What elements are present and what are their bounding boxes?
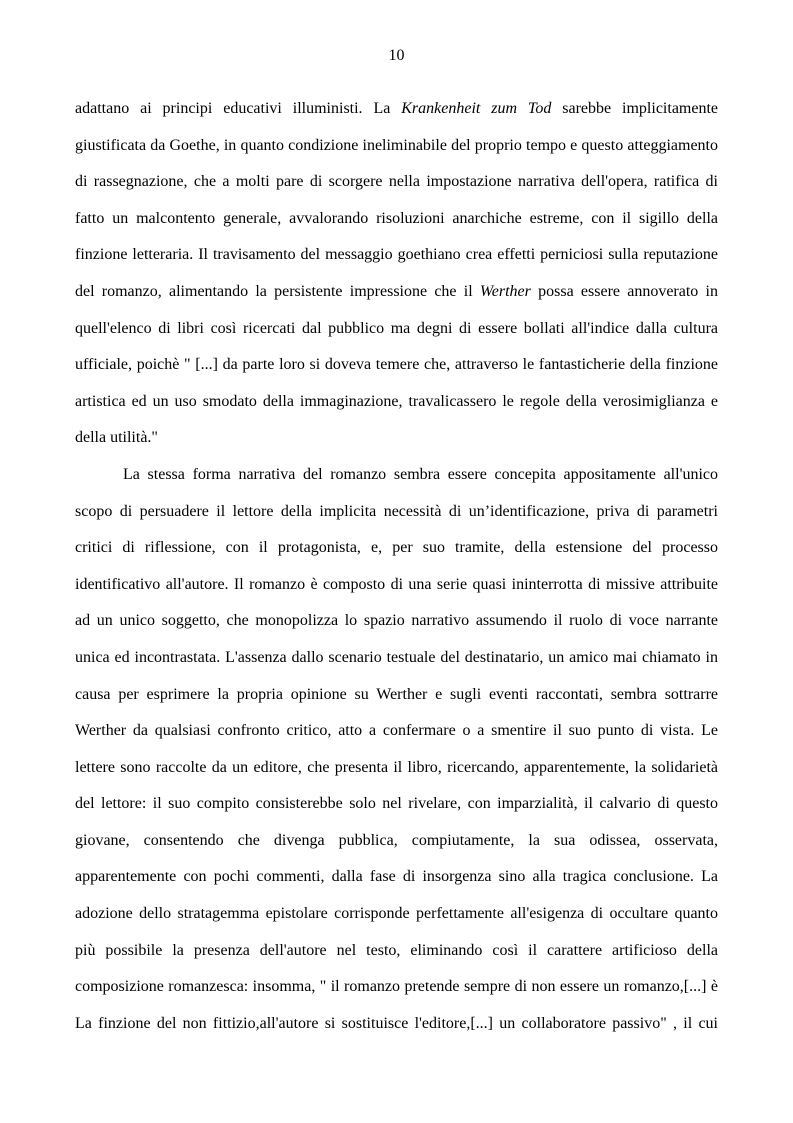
- page-number: 10: [388, 47, 405, 64]
- text-line: lettere sono raccolte da un editore, che presenta il libro, ricercando, apparentemente, la solidarietà: [75, 758, 718, 776]
- text-line: composizione romanzesca: insomma, " il romanzo pretende sempre di non essere un romanzo,[...] è: [75, 978, 718, 996]
- text-line: identificativo all'autore. Il romanzo è composto di una serie quasi ininterrotta di missive attribuite: [75, 575, 718, 593]
- text-line: finzione letteraria. Il travisamento del messaggio goethiano crea effetti perniciosi sulla reputazione: [75, 246, 718, 264]
- text-line: Werther da qualsiasi confronto critico, atto a confermare o a smentire il suo punto di vista. Le: [75, 722, 718, 740]
- text-line: ad un unico soggetto, che monopolizza lo spazio narrativo assumendo il ruolo di voce narrante: [75, 612, 718, 630]
- text-line: del romanzo, alimentando la persistente impressione che il Werther possa essere annoverato in: [75, 282, 718, 300]
- text-line: più possibile la presenza dell'autore nel testo, eliminando così il carattere artificioso della: [75, 941, 718, 959]
- text-line: adattano ai principi educativi illuministi. La Krankenheit zum Tod sarebbe implicitamente: [75, 100, 719, 117]
- text-line: apparentemente con pochi commenti, dalla fase di insorgenza sino alla tragica conclusione. La: [75, 868, 718, 886]
- body-text: [75, 91, 718, 1042]
- italic-title: Krankenheit zum Tod: [401, 100, 552, 117]
- paragraph-1: [75, 91, 718, 457]
- text-line: critici di riflessione, con il protagonista, e, per suo tramite, della estensione del processo: [75, 539, 718, 557]
- text-line: della utilità.": [75, 429, 158, 447]
- text-line: fatto un malcontento generale, avvalorando risoluzioni anarchiche estreme, con il sigillo della: [75, 209, 718, 227]
- text-line: quell'elenco di libri così ricercati dal pubblico ma degni di essere bollati all'indice dalla cultura: [75, 319, 718, 337]
- text-line: scopo di persuadere il lettore della implicita necessità di un’identificazione, priva di parametri: [75, 502, 718, 520]
- text-line: giovane, consentendo che divenga pubblica, compiutamente, la sua odissea, osservata,: [75, 831, 718, 849]
- italic-title: Werther: [479, 282, 531, 300]
- text-line: causa per esprimere la propria opinione su Werther e sugli eventi raccontati, sembra sottrarre: [75, 685, 718, 703]
- text-line: artistica ed un uso smodato della immaginazione, travalicassero le regole della verosimiglianza e: [75, 392, 718, 410]
- text-line: La finzione del non fittizio,all'autore si sostituisce l'editore,[...] un collaboratore passivo" , il cui: [75, 1014, 718, 1032]
- text-line: unica ed incontrastata. L'assenza dallo scenario testuale del destinatario, un amico mai chiamato in: [75, 648, 718, 666]
- text-line: di rassegnazione, che a molti pare di scorgere nella impostazione narrativa dell'opera, ratifica di: [75, 173, 718, 191]
- text-line: adozione dello stratagemma epistolare corrisponde perfettamente all'esigenza di occultare quanto: [75, 905, 718, 923]
- text-line: del lettore: il suo compito consisterebbe solo nel rivelare, con imparzialità, il calvario di questo: [75, 795, 718, 813]
- text-line: La stessa forma narrativa del romanzo sembra essere concepita appositamente all'unico: [123, 465, 718, 483]
- text-line: ufficiale, poichè " [...] da parte loro si doveva temere che, attraverso le fantasticherie della finzione: [75, 356, 718, 374]
- paragraph-2: [75, 457, 718, 1043]
- text-line: giustificata da Goethe, in quanto condizione ineliminabile del proprio tempo e questo atteggiamento: [75, 136, 718, 154]
